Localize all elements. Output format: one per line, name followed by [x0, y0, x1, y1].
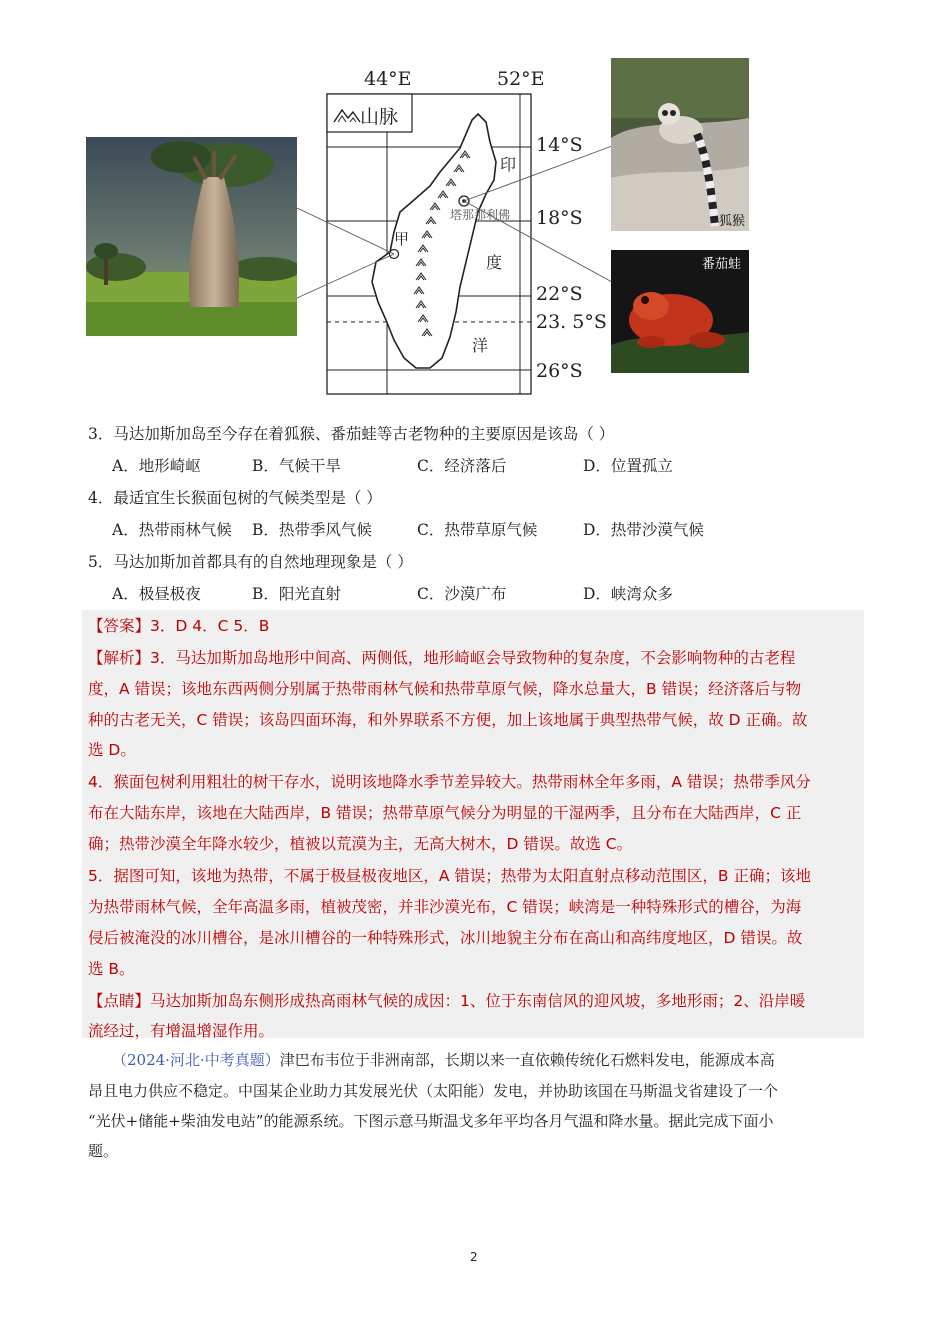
option-d: D．峡湾众多 [583, 585, 673, 603]
lon-label-44e: 44°E [364, 68, 412, 90]
option-b: B．阳光直射 [252, 585, 341, 603]
option-d: D．位置孤立 [583, 457, 673, 475]
place-jia-label: 甲 [394, 230, 410, 248]
passage-line: “光伏+储能+柴油发电站”的能源系统。下图示意马斯温戈多年平均各月气温和降水量。据此完成下面小 [88, 1112, 774, 1130]
passage-line: 昂且电力供应不稳定。中国某企业助力其发展光伏（太阳能）发电，并协助该国在马斯温戈省建设了一个 [88, 1082, 779, 1100]
connector-lines [0, 0, 950, 420]
question-stem: 4．最适宜生长猴面包树的气候类型是（ ） [88, 489, 382, 507]
capital-label: 塔那那利佛 [450, 208, 511, 222]
analysis-line: 度，A 错误；该地东西两侧分别属于热带雨林气候和热带草原气候，降水总量大，B 错误；经济落后与物 [88, 680, 802, 698]
analysis-line: 侵后被淹没的冰川槽谷，是冰川槽谷的一种特殊形式，冰川地貌主分布在高山和高纬度地区，D 错误。故 [88, 929, 803, 947]
passage-line: 题。 [88, 1142, 119, 1160]
analysis-line: 为热带雨林气候，全年高温多雨，植被茂密，并非沙漠光布，C 错误；峡湾是一种特殊形式的槽谷，为海 [88, 898, 802, 916]
lat-label-26s: 26°S [536, 360, 583, 382]
option-b: B．热带季风气候 [252, 521, 372, 539]
answer-line: 【答案】3．D 4．C 5．B [88, 617, 270, 635]
tip-line: 【点睛】马达加斯加岛东侧形成热高雨林气候的成因：1、位于东南信风的迎风坡，多地形雨；2、沿岸暖 [88, 992, 806, 1010]
ocean-char-du: 度 [486, 253, 503, 272]
analysis-line: 选 B。 [88, 960, 135, 978]
tip-line: 流经过，有增温增湿作用。 [88, 1022, 275, 1040]
lat-label-18s: 18°S [536, 207, 583, 229]
passage-line-1 [112, 1049, 775, 1070]
ocean-char-yang: 洋 [472, 336, 489, 355]
option-a: A．地形崎岖 [112, 457, 201, 475]
analysis-line: 确；热带沙漠全年降水较少，植被以荒漠为主，无高大树木，D 错误。故选 C。 [88, 835, 633, 853]
option-d: D．热带沙漠气候 [583, 521, 704, 539]
option-b: B．气候干旱 [252, 457, 341, 475]
legend-label: 山脉 [360, 106, 399, 128]
lat-label-22s: 22°S [536, 283, 583, 305]
lemur-label: 狐猴 [718, 214, 745, 229]
analysis-line: 布在大陆东岸，该地在大陆西岸，B 错误；热带草原气候分为明显的干湿两季，且分布在大陆西岸，C 正 [88, 804, 802, 822]
lemur-photo [611, 58, 749, 231]
frog-photo [611, 250, 749, 373]
answer-analysis-box [82, 610, 864, 1038]
option-c: C．沙漠广布 [417, 585, 507, 603]
option-a: A．极昼极夜 [112, 585, 201, 603]
analysis-line: 选 D。 [88, 741, 136, 759]
analysis-line: 【解析】3．马达加斯加岛地形中间高、两侧低，地形崎岖会导致物种的复杂度，不会影响物种的古老程 [88, 649, 796, 667]
question-stem: 3．马达加斯加岛至今存在着狐猴、番茄蛙等古老物种的主要原因是该岛（ ） [88, 425, 615, 443]
ocean-char-yin: 印 [500, 155, 517, 174]
page-number: 2 [470, 1250, 478, 1264]
passage-line-1-text: 津巴布韦位于非洲南部，长期以来一直依赖传统化石燃料发电，能源成本高 [279, 1051, 775, 1069]
question-stem: 5．马达加斯加首都具有的自然地理现象是（ ） [88, 553, 413, 571]
option-c: C．热带草原气候 [417, 521, 538, 539]
lat-label-14s: 14°S [536, 134, 583, 156]
analysis-line: 4．猴面包树利用粗壮的树干存水，说明该地降水季节差异较大。热带雨林全年多雨，A 错误；热带季风分 [88, 773, 811, 791]
option-c: C．经济落后 [417, 457, 507, 475]
option-a: A．热带雨林气候 [112, 521, 232, 539]
analysis-line: 5．据图可知，该地为热带，不属于极昼极夜地区，A 错误；热带为太阳直射点移动范围区，B 正确；该地 [88, 867, 811, 885]
frog-label: 番茄蛙 [701, 257, 741, 272]
analysis-line: 种的古老无关，C 错误；该岛四面环海，和外界联系不方便，加上该地属于典型热带气候，故 D 正确。故 [88, 711, 808, 729]
lon-label-52e: 52°E [497, 68, 545, 90]
lat-label-23-5s: 23. 5°S [536, 311, 607, 333]
passage-source: （2024·河北·中考真题） [112, 1051, 280, 1069]
